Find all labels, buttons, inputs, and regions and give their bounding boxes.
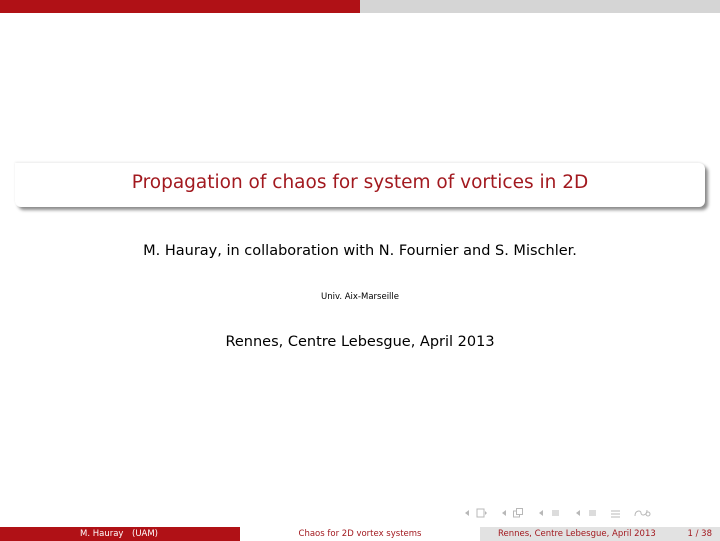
nav-search-icon[interactable] bbox=[633, 508, 651, 518]
footer-venue-box bbox=[480, 527, 720, 541]
footer-author: M. Hauray bbox=[80, 529, 124, 539]
footer-title-box bbox=[240, 527, 480, 541]
nav-prev-slide-icon[interactable] bbox=[462, 508, 473, 518]
nav-next-frame-icon[interactable] bbox=[513, 508, 524, 518]
progress-bar bbox=[0, 0, 720, 13]
navigation-symbols bbox=[462, 506, 651, 520]
footer-author-box bbox=[0, 527, 240, 541]
nav-next-slide-icon[interactable] bbox=[476, 508, 487, 518]
venue-date-line: Rennes, Centre Lebesgue, April 2013 bbox=[225, 334, 495, 350]
nav-next-section-icon[interactable] bbox=[587, 508, 598, 518]
progress-bar-fill bbox=[0, 0, 360, 13]
title-box bbox=[15, 163, 705, 207]
footer-institute: (UAM) bbox=[132, 529, 159, 539]
footer-short-title: Chaos for 2D vortex systems bbox=[298, 529, 422, 539]
nav-prev-section-icon[interactable] bbox=[573, 508, 584, 518]
institute-line: Univ. Aix-Marseille bbox=[320, 292, 400, 302]
footer bbox=[0, 527, 720, 541]
nav-next-subsection-icon[interactable] bbox=[550, 508, 561, 518]
nav-prev-frame-icon[interactable] bbox=[499, 508, 510, 518]
nav-prev-subsection-icon[interactable] bbox=[536, 508, 547, 518]
footer-page-number: 1 / 38 bbox=[687, 529, 712, 539]
author-line: M. Hauray, in collaboration with N. Fournier and S. Mischler. bbox=[143, 243, 577, 259]
footer-venue: Rennes, Centre Lebesgue, April 2013 bbox=[498, 529, 656, 539]
nav-align-icon[interactable] bbox=[610, 508, 621, 518]
slide-title: Propagation of chaos for system of vortices in 2D bbox=[131, 172, 589, 193]
